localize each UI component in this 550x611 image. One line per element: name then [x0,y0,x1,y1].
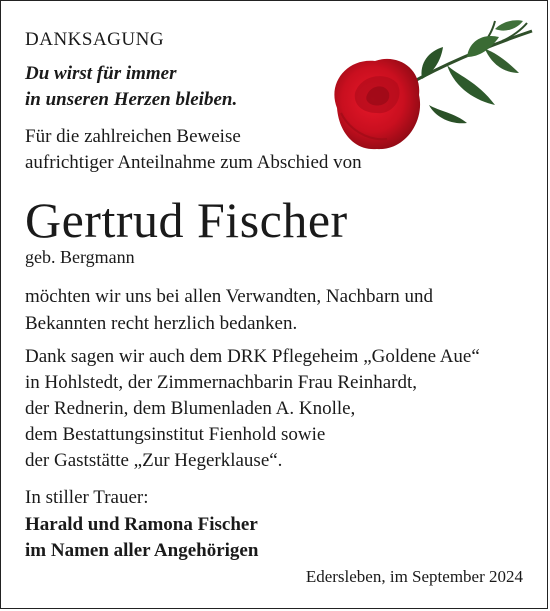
family-line-2: im Namen aller Angehörigen [25,540,259,561]
mourning-label: In stiller Trauer: [25,487,149,508]
special-thanks-line-4: dem Bestattungsinstitut Fienhold sowie [25,424,326,445]
intro-line-2: aufrichtiger Anteilnahme zum Abschied von [25,152,362,173]
maiden-name: geb. Bergmann [25,247,135,267]
red-rose-icon [327,13,539,163]
special-thanks-line-3: der Rednerin, dem Blumenladen A. Knolle, [25,398,356,419]
heading: DANKSAGUNG [25,29,165,50]
motto-line-1: Du wirst für immer [25,63,177,84]
deceased-name: Gertrud Fischer [25,192,348,248]
special-thanks-line-2: in Hohlstedt, der Zimmernachbarin Frau Reinhardt, [25,372,418,393]
thanks-line-1: möchten wir uns bei allen Verwandten, Nachbarn und [25,286,434,307]
special-thanks-line-5: der Gaststätte „Zur Hegerklause“. [25,450,283,471]
thanks-line-2: Bekannten recht herzlich bedanken. [25,313,298,334]
intro-line-1: Für die zahlreichen Beweise [25,126,241,147]
place-date: Edersleben, im September 2024 [305,567,523,586]
family-line-1: Harald und Ramona Fischer [25,514,258,535]
motto-line-2: in unseren Herzen bleiben. [25,89,238,110]
special-thanks-line-1: Dank sagen wir auch dem DRK Pflegeheim „Goldene Aue“ [25,346,480,367]
